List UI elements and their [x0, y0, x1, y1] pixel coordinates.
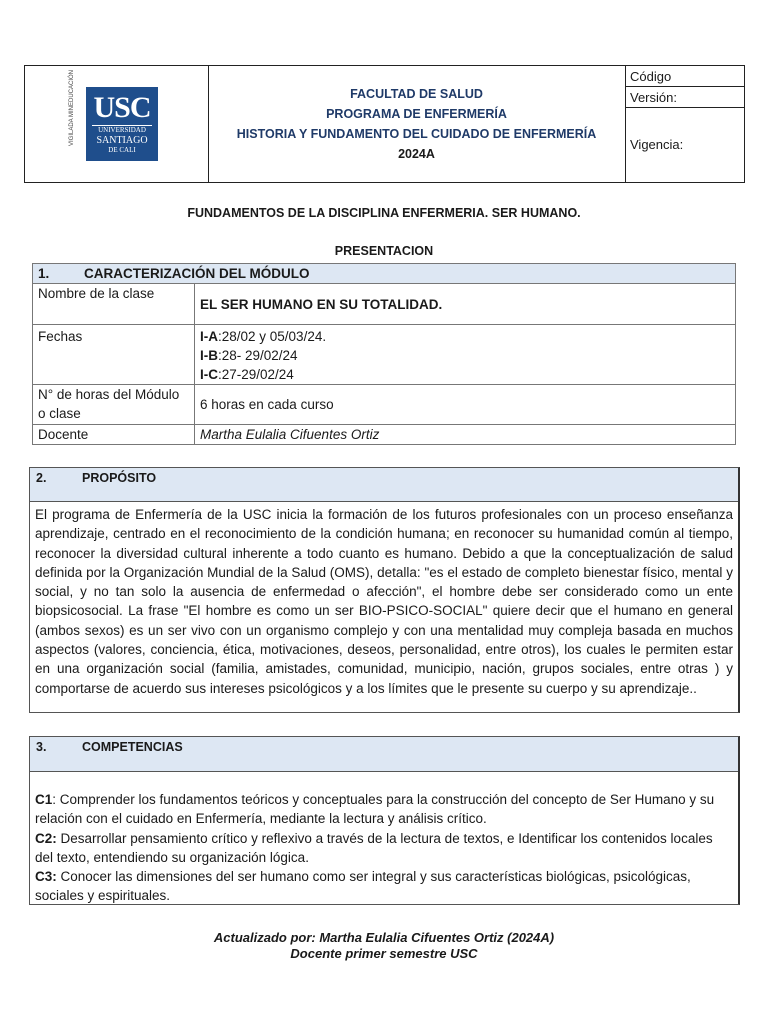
purpose-section: [29, 467, 740, 713]
table-row: [33, 284, 736, 325]
section3-header: 3. COMPETENCIAS: [30, 737, 738, 772]
dates-value: I-A:28/02 y 05/03/24. I-B:28- 29/02/24 I-C:27-29/02/24: [195, 325, 736, 385]
logo-usc-text: USC: [93, 91, 151, 124]
meta-codigo: Código: [625, 66, 744, 87]
purpose-text: El programa de Enfermería de la USC inicia la formación de los futuros profesionales con un proceso enseñanza aprendizaje, centrado en el reconocimiento de la condición humana; en reconocer su humanidad común al tiempo, reconocer la diversidad cultural inherente a todo cuanto es humano. Debido a que la conceptualización de salud definida por la Organización Mundial de la Salud (OMS), detalla: "es el estado de completo bienestar físico, mental y social, y no tan solo la ausencia de enfermedad o afección", el hombre debe ser considerado como un ente biopsicosocial. La frase "El hombre es como un ser BIO-PSICO-SOCIAL" quiere decir que el humano en general (ambos sexos) es un ser vivo con un organismo complejo y con una mentalidad muy compleja basada en muchos aspectos (valores, conciencia, ética, motivaciones, deseos, personalidad, entre otros), los cuales le permiten estar en una organización social (familia, amistades, comunidad, municipio, nación, grupos sociales, entre otras ) y comportarse de acuerdo sus intereses psicológicos y a los límites que le presente su cuerpo y su aprendizaje..: [35, 507, 733, 696]
section1-title: CARACTERIZACIÓN DEL MÓDULO: [84, 266, 310, 281]
presentation-heading: PRESENTACION: [334, 244, 434, 258]
list-item: C3: Conocer las dimensiones del ser humano como ser integral y sus características biológicas, psicológicas, sociales y espirituales.: [35, 869, 691, 904]
row-label: Docente: [33, 425, 195, 445]
list-item: C2: Desarrollar pensamiento crítico y reflexivo a través de la lectura de textos, e Identificar los contenidos locales del texto, entendiendo su organización lógica.: [35, 830, 713, 865]
logo-line1: UNIVERSIDAD: [98, 126, 146, 134]
section1-header: 1. CARACTERIZACIÓN DEL MÓDULO: [33, 264, 736, 284]
document-header: [24, 65, 745, 183]
section3-title: COMPETENCIAS: [82, 740, 183, 754]
row-label: N° de horas del Módulo o clase: [33, 385, 195, 425]
logo-line3: DE CALI: [108, 146, 136, 154]
usc-logo: [86, 87, 158, 161]
period-title: 2024A: [398, 147, 435, 161]
row-label: Fechas: [33, 325, 195, 385]
faculty-title: FACULTAD DE SALUD: [350, 87, 483, 101]
program-title: PROGRAMA DE ENFERMERÍA: [326, 107, 507, 121]
competencies-section: [29, 736, 740, 905]
section2-title: PROPÓSITO: [82, 471, 157, 485]
row-label: Nombre de la clase: [33, 284, 195, 325]
meta-vigencia: Vigencia:: [630, 137, 684, 152]
course-title: HISTORIA Y FUNDAMENTO DEL CUIDADO DE ENFERMERÍA: [236, 127, 597, 141]
list-item: C1: Comprender los fundamentos teóricos y conceptuales para la construcción del concepto de Ser Humano y su relación con el cuidado en Enfermería, mediante la lectura y análisis crítico.: [35, 792, 715, 827]
footer-role: Docente primer semestre USC: [290, 946, 478, 961]
vigilada-mark: VIGILADA MINEDUCACIÓN: [69, 69, 75, 146]
header-title: [208, 66, 626, 182]
footer-updated-by: Actualizado por: Martha Eulalia Cifuentes Ortiz (2024A): [213, 930, 555, 945]
table-row: [33, 425, 736, 445]
section2-header: 2. PROPÓSITO: [30, 468, 738, 502]
logo-line2: SANTIAGO: [96, 135, 148, 146]
logo-cell: [25, 66, 209, 182]
document-title: FUNDAMENTOS DE LA DISCIPLINA ENFERMERIA. SER HUMANO.: [187, 206, 581, 220]
hours-value: 6 horas en cada curso: [195, 385, 736, 425]
class-name-value: EL SER HUMANO EN SU TOTALIDAD.: [195, 284, 736, 325]
meta-version: Versión:: [625, 87, 744, 108]
table-row: [33, 385, 736, 425]
teacher-value: Martha Eulalia Cifuentes Ortiz: [195, 425, 736, 445]
table-row: [33, 325, 736, 385]
module-characterization-table: [32, 263, 736, 445]
competencies-list: [30, 772, 738, 906]
